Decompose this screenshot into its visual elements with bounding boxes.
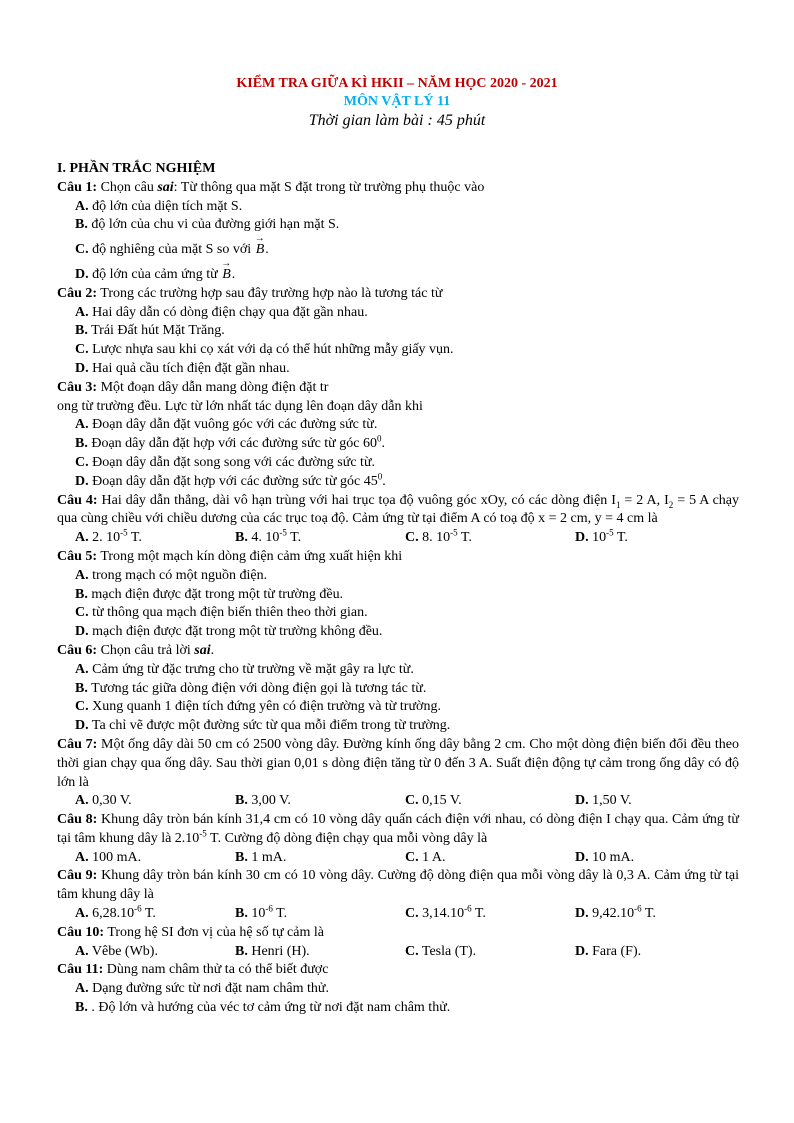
option-d (57, 623, 739, 642)
question-3-continued: ong từ trường đều. Lực từ lớn nhất tác dụng lên đoạn dây dẫn khi (57, 398, 423, 414)
option-b (57, 216, 739, 235)
question-5 (57, 548, 739, 567)
option-text: 2. 10 (92, 530, 121, 546)
option-letter: C. (405, 793, 419, 809)
superscript: -5 (450, 527, 458, 538)
option-a (75, 529, 235, 548)
option-c (405, 792, 575, 811)
option-b (57, 586, 739, 605)
option-letter: C. (75, 454, 89, 470)
question-text: Trong một mạch kín dòng điện cảm ứng xuất hiện khi (100, 548, 403, 564)
superscript: -6 (634, 903, 642, 914)
option-text: 0,30 V. (92, 793, 132, 809)
question-number: Câu 6: (57, 642, 98, 658)
question-text: Trong các trường hợp sau đây trường hợp nào là tương tác từ (97, 285, 443, 301)
option-b (57, 322, 739, 341)
option-text: mạch điện được đặt trong một từ trường đều. (91, 586, 344, 602)
option-text: T. (457, 530, 472, 546)
option-d (575, 792, 735, 811)
option-text: 0,15 V. (422, 793, 462, 809)
option-letter: B. (75, 217, 88, 233)
option-letter: C. (405, 530, 419, 546)
option-text: Tesla (T). (421, 943, 477, 959)
option-text: Hai dây dẫn có dòng điện chạy qua đặt gần nhau. (92, 304, 368, 320)
question-number: Câu 7: (57, 736, 98, 752)
superscript: -5 (199, 828, 207, 839)
option-text: T. (286, 530, 302, 546)
option-text: độ lớn của chu vi của đường giới hạn mặt S. (91, 217, 340, 233)
option-text: Hai quả cầu tích điện đặt gần nhau. (92, 360, 290, 376)
option-d (575, 943, 735, 962)
option-text: T. (127, 530, 142, 546)
option-letter: C. (75, 342, 89, 358)
option-text: T. (272, 906, 288, 922)
option-text: Vêbe (Wb). (91, 943, 158, 959)
question-11 (57, 961, 739, 980)
time-limit: Thời gian làm bài : 45 phút (308, 112, 486, 129)
option-c (405, 905, 575, 924)
option-text: 10 (251, 906, 266, 922)
option-letter: B. (75, 1000, 88, 1016)
option-text: 1,50 V. (592, 793, 632, 809)
question-emphasis: sai (194, 642, 211, 658)
question-text: Chọn câu (100, 179, 158, 195)
option-text: . (265, 242, 269, 258)
option-a (57, 980, 739, 999)
superscript: -5 (279, 527, 287, 538)
option-a (75, 905, 235, 924)
question-number: Câu 5: (57, 548, 98, 564)
question-text: = 2 A, I (620, 492, 669, 508)
question-text: : Từ thông qua mặt S đặt trong từ trường phụ thuộc vào (173, 179, 485, 195)
option-c (57, 235, 739, 260)
option-c (57, 341, 739, 360)
option-letter: A. (75, 198, 89, 214)
option-text: Xung quanh 1 điện tích đứng yên có điện trường và từ trường. (92, 699, 441, 715)
option-text: 1 mA. (251, 849, 287, 865)
option-letter: D. (75, 473, 89, 489)
option-b (57, 999, 739, 1018)
subscript: 2 (668, 499, 674, 510)
option-letter: B. (235, 849, 248, 865)
option-d (575, 529, 735, 548)
option-text: . (231, 266, 236, 282)
option-letter: A. (75, 981, 89, 997)
option-a (75, 792, 235, 811)
option-letter: C. (405, 943, 419, 959)
option-c (405, 529, 575, 548)
option-text: 1 A. (422, 849, 446, 865)
option-letter: B. (235, 943, 248, 959)
options-row (57, 849, 739, 868)
option-a (75, 943, 235, 962)
option-text: Fara (F). (592, 943, 642, 959)
question-text: Chọn câu trả lời (100, 642, 195, 658)
option-letter: A. (75, 304, 89, 320)
option-text: mạch điện được đặt trong một từ trường không đều. (92, 624, 383, 640)
section-heading: I. PHẦN TRẮC NGHIỆM (57, 161, 216, 176)
option-a (57, 304, 739, 323)
option-d (57, 360, 739, 379)
option-text: độ lớn của diện tích mặt S. (92, 198, 243, 214)
option-text: Đoạn dây dẫn đặt hợp với các đường sức từ góc 45 (92, 473, 378, 489)
question-text: Khung dây tròn bán kính 31,4 cm có 10 vòng dây quấn cách điện với nhau, có dòng điện I chạy qua. Cảm ứng từ tại tâm khung dây là 2.10 (57, 812, 740, 846)
option-d (575, 849, 735, 868)
question-text: Một đoạn dây dẫn mang dòng điện đặt tr (100, 379, 329, 395)
option-text: . (381, 436, 385, 452)
options-row (57, 529, 739, 548)
question-number: Câu 3: (57, 379, 98, 395)
option-text: T. (141, 906, 156, 922)
option-text: độ nghiêng của mặt S so với (92, 242, 252, 258)
question-6 (57, 642, 739, 661)
question-text: . (210, 642, 215, 658)
option-text: Đoạn dây dẫn đặt vuông góc với các đường sức từ. (92, 417, 378, 433)
option-letter: B. (235, 906, 248, 922)
question-text: = 5 A chạy qua cùng chiều với chiều dương của các trục toạ độ. Cảm ứng từ tại điểm A có toạ độ x = 2 cm, y = 4 cm là (57, 492, 740, 527)
question-8 (57, 811, 739, 849)
superscript: -5 (120, 527, 128, 538)
option-text: độ lớn của cảm ứng từ (92, 266, 218, 282)
option-letter: B. (75, 680, 88, 696)
option-text: 8. 10 (422, 530, 451, 546)
option-text: T. (641, 906, 656, 922)
option-text: từ thông qua mạch điện biến thiên theo thời gian. (92, 605, 368, 621)
option-b (57, 435, 739, 454)
superscript: 0 (376, 433, 382, 444)
option-text: 10 mA. (592, 849, 635, 865)
question-number: Câu 8: (57, 812, 98, 828)
subscript: 1 (615, 499, 621, 510)
option-letter: D. (75, 624, 89, 640)
option-letter: B. (235, 530, 248, 546)
option-letter: D. (575, 906, 589, 922)
superscript: -6 (134, 903, 142, 914)
options-row (57, 905, 739, 924)
option-text: Đoạn dây dẫn đặt hợp với các đường sức từ góc 60 (91, 436, 377, 452)
option-a (57, 416, 739, 435)
vector-b-symbol: → B (255, 241, 266, 260)
question-4 (57, 492, 739, 530)
option-text: Henri (H). (251, 943, 310, 959)
superscript: 0 (377, 471, 383, 482)
option-d (57, 260, 739, 285)
question-number: Câu 2: (57, 285, 98, 301)
option-letter: D. (75, 266, 89, 282)
option-text: 100 mA. (92, 849, 142, 865)
option-b (235, 849, 405, 868)
question-2 (57, 285, 739, 304)
question-text: Hai dây dẫn thẳng, dài vô hạn trùng với hai trục tọa độ vuông góc xOy, có các dòng điện I (101, 492, 616, 508)
option-text: 9,42.10 (592, 906, 635, 922)
option-letter: C. (75, 605, 89, 621)
option-letter: D. (575, 793, 589, 809)
option-d (57, 473, 739, 492)
option-text: . Độ lớn và hướng của véc tơ cảm ứng từ nơi đặt nam châm thử. (91, 1000, 451, 1016)
option-c (57, 454, 739, 473)
question-9 (57, 867, 739, 905)
option-letter: D. (575, 943, 589, 959)
option-letter: A. (75, 567, 89, 583)
superscript: -6 (265, 903, 273, 914)
option-letter: D. (75, 360, 89, 376)
option-letter: D. (575, 849, 589, 865)
option-letter: C. (75, 699, 89, 715)
question-number: Câu 11: (57, 962, 104, 978)
question-number: Câu 9: (57, 868, 98, 884)
option-letter: A. (75, 793, 89, 809)
option-b (235, 905, 405, 924)
option-b (57, 680, 739, 699)
option-letter: C. (75, 242, 89, 258)
option-b (235, 792, 405, 811)
option-a (57, 661, 739, 680)
option-text: Tương tác giữa dòng điện với dòng điện gọi là tương tác từ. (91, 680, 427, 696)
question-text: T. Cường độ dòng điện chạy qua mỗi vòng dây là (206, 830, 488, 846)
question-text: Khung dây tròn bán kính 30 cm có 10 vòng dây. Cường độ dòng điện qua mỗi vòng dây là 0,3 A. Cảm ứng từ tại tâm khung dây là (57, 868, 740, 903)
option-text: trong mạch có một nguồn điện. (92, 567, 268, 583)
option-letter: A. (75, 530, 89, 546)
option-letter: D. (575, 530, 589, 546)
option-text: . (382, 473, 386, 489)
option-a (57, 567, 739, 586)
option-letter: A. (75, 849, 89, 865)
option-letter: D. (75, 718, 89, 734)
option-text: Ta chỉ vẽ được một đường sức từ qua mỗi điểm trong từ trường. (91, 718, 451, 734)
option-d (57, 717, 739, 736)
question-text: Dùng nam châm thử ta có thể biết được (106, 962, 329, 978)
option-text: 3,14.10 (422, 906, 465, 922)
question-emphasis: sai (157, 179, 174, 195)
option-letter: C. (405, 906, 419, 922)
option-d (575, 905, 735, 924)
option-text: T. (471, 906, 486, 922)
subject-title: MÔN VẬT LÝ 11 (343, 94, 451, 109)
question-number: Câu 1: (57, 179, 98, 195)
question-1 (57, 179, 739, 198)
option-letter: B. (75, 586, 88, 602)
option-text: Dạng đường sức từ nơi đặt nam châm thử. (92, 981, 329, 997)
exam-title: KIỂM TRA GIỮA KÌ HKII – NĂM HỌC 2020 - 2021 (236, 76, 558, 91)
option-b (235, 943, 405, 962)
option-text: Cảm ứng từ đặc trưng cho từ trường về mặt gây ra lực từ. (92, 661, 414, 677)
option-c (57, 698, 739, 717)
question-10 (57, 924, 739, 943)
option-text: Đoạn dây dẫn đặt song song với các đường sức từ. (92, 454, 376, 470)
superscript: -5 (606, 527, 614, 538)
option-letter: A. (75, 906, 89, 922)
option-a (57, 198, 739, 217)
superscript: -6 (464, 903, 472, 914)
option-letter: A. (75, 417, 89, 433)
option-text: 4. 10 (251, 530, 280, 546)
option-text: 10 (592, 530, 607, 546)
options-row (57, 792, 739, 811)
option-letter: B. (75, 436, 88, 452)
option-letter: B. (75, 323, 88, 339)
option-b (235, 529, 405, 548)
option-letter: A. (75, 943, 89, 959)
option-letter: B. (235, 793, 248, 809)
option-c (405, 849, 575, 868)
option-text: 6,28.10 (92, 906, 135, 922)
question-text: Trong hệ SI đơn vị của hệ số tự cảm là (107, 924, 324, 940)
options-row (57, 943, 739, 962)
option-c (405, 943, 575, 962)
option-text: 3,00 V. (251, 793, 291, 809)
question-7 (57, 736, 739, 792)
question-number: Câu 4: (57, 492, 98, 508)
question-text: Một ống dây dài 50 cm có 2500 vòng dây. Đường kính ống dây bằng 2 cm. Cho một dòng điện biến đổi đều theo thời gian chạy qua ống dây. Sau thời gian 0,01 s dòng điện tăng từ 0 đến 3 A. Suất điện động tự cảm trong ống dây có độ lớn là (57, 736, 739, 790)
option-a (75, 849, 235, 868)
question-3 (57, 379, 739, 398)
vector-b-symbol: → B (221, 266, 232, 285)
option-text: Trái Đất hút Mặt Trăng. (91, 323, 225, 339)
option-text: T. (613, 530, 628, 546)
option-letter: A. (75, 661, 89, 677)
option-c (57, 604, 739, 623)
option-text: Lược nhựa sau khi cọ xát với dạ có thể hút những mẫy giấy vụn. (92, 342, 454, 358)
exam-content (57, 160, 739, 1018)
option-letter: C. (405, 849, 419, 865)
question-number: Câu 10: (57, 924, 105, 940)
